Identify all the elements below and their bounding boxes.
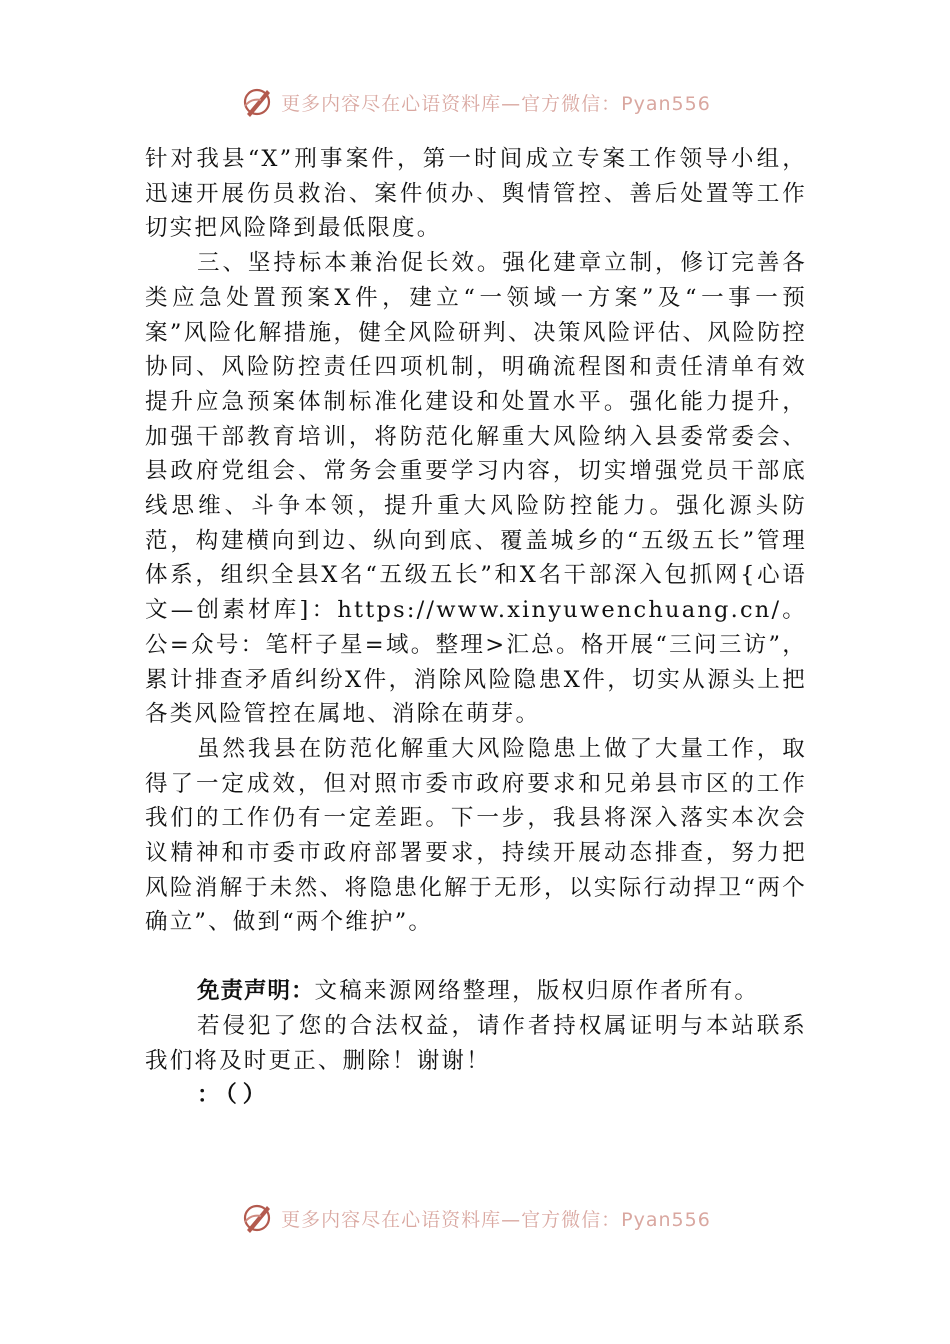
disclaimer-label: 免责声明： bbox=[197, 978, 315, 1005]
disclaimer-paragraph bbox=[145, 974, 807, 1009]
paragraph-2: 三、坚持标本兼治促长效。强化建章立制，修订完善各类应急处置预案X件，建立“一领域一方案”及“一事一预案”风险化解措施，健全风险研判、决策风险评估、风险防控协同、风险防控责任四项机制，明确流程图和责任清单有效提升应急预案体制标准化建设和处置水平。强化能力提升，加强干部教育培训，将防范化解重大风险纳入县委常委会、县政府党组会、常务会重要学习内容，切实增强党员干部底线思维、斗争本领，提升重大风险防控能力。强化源头防范，构建横向到边、纵向到底、覆盖城乡的“五级五长”管理体系，组织全县X名“五级五长”和X名干部深入包抓网{心语文—创素材库]：https://www.xinyuwenchuang.cn/。公=众号：笔杆子星=域。整理>汇总。格开展“三问三访”，累计排查矛盾纠纷X件，消除风险隐患X件，切实从源头上把各类风险管控在属地、消除在萌芽。 bbox=[145, 250, 807, 728]
header-banner-inner bbox=[239, 84, 711, 120]
header-banner-text: 更多内容尽在心语资料库—官方微信：Pyan556 bbox=[281, 92, 711, 115]
footer-banner bbox=[0, 1204, 950, 1244]
header-banner bbox=[0, 82, 950, 122]
document-body bbox=[145, 142, 807, 1113]
disclaimer-text: 文稿来源网络整理，版权归原作者所有。 bbox=[314, 978, 760, 1005]
pen-circle-logo-icon bbox=[239, 1204, 275, 1236]
trailing-line: ：（） bbox=[197, 1082, 272, 1109]
disclaimer-paragraph-2: 若侵犯了您的合法权益，请作者持权属证明与本站联系我们将及时更正、删除！谢谢！ bbox=[145, 1012, 807, 1074]
pen-circle-logo-icon bbox=[239, 84, 275, 120]
footer-banner-text: 更多内容尽在心语资料库—官方微信：Pyan556 bbox=[281, 1208, 711, 1231]
spacer bbox=[145, 940, 807, 974]
paragraph-1: 针对我县“X”刑事案件，第一时间成立专案工作领导小组，迅速开展伤员救治、案件侦办、舆情管控、善后处置等工作切实把风险降到最低限度。 bbox=[145, 146, 807, 242]
paragraph-3: 虽然我县在防范化解重大风险隐患上做了大量工作，取得了一定成效，但对照市委市政府要求和兄弟县市区的工作我们的工作仍有一定差距。下一步，我县将深入落实本次会议精神和市委市政府部署要求，持续开展动态排查，努力把风险消解于未然、将隐患化解于无形，以实际行动捍卫“两个确立”、做到“两个维护”。 bbox=[145, 735, 807, 936]
footer-banner-inner bbox=[239, 1204, 711, 1236]
